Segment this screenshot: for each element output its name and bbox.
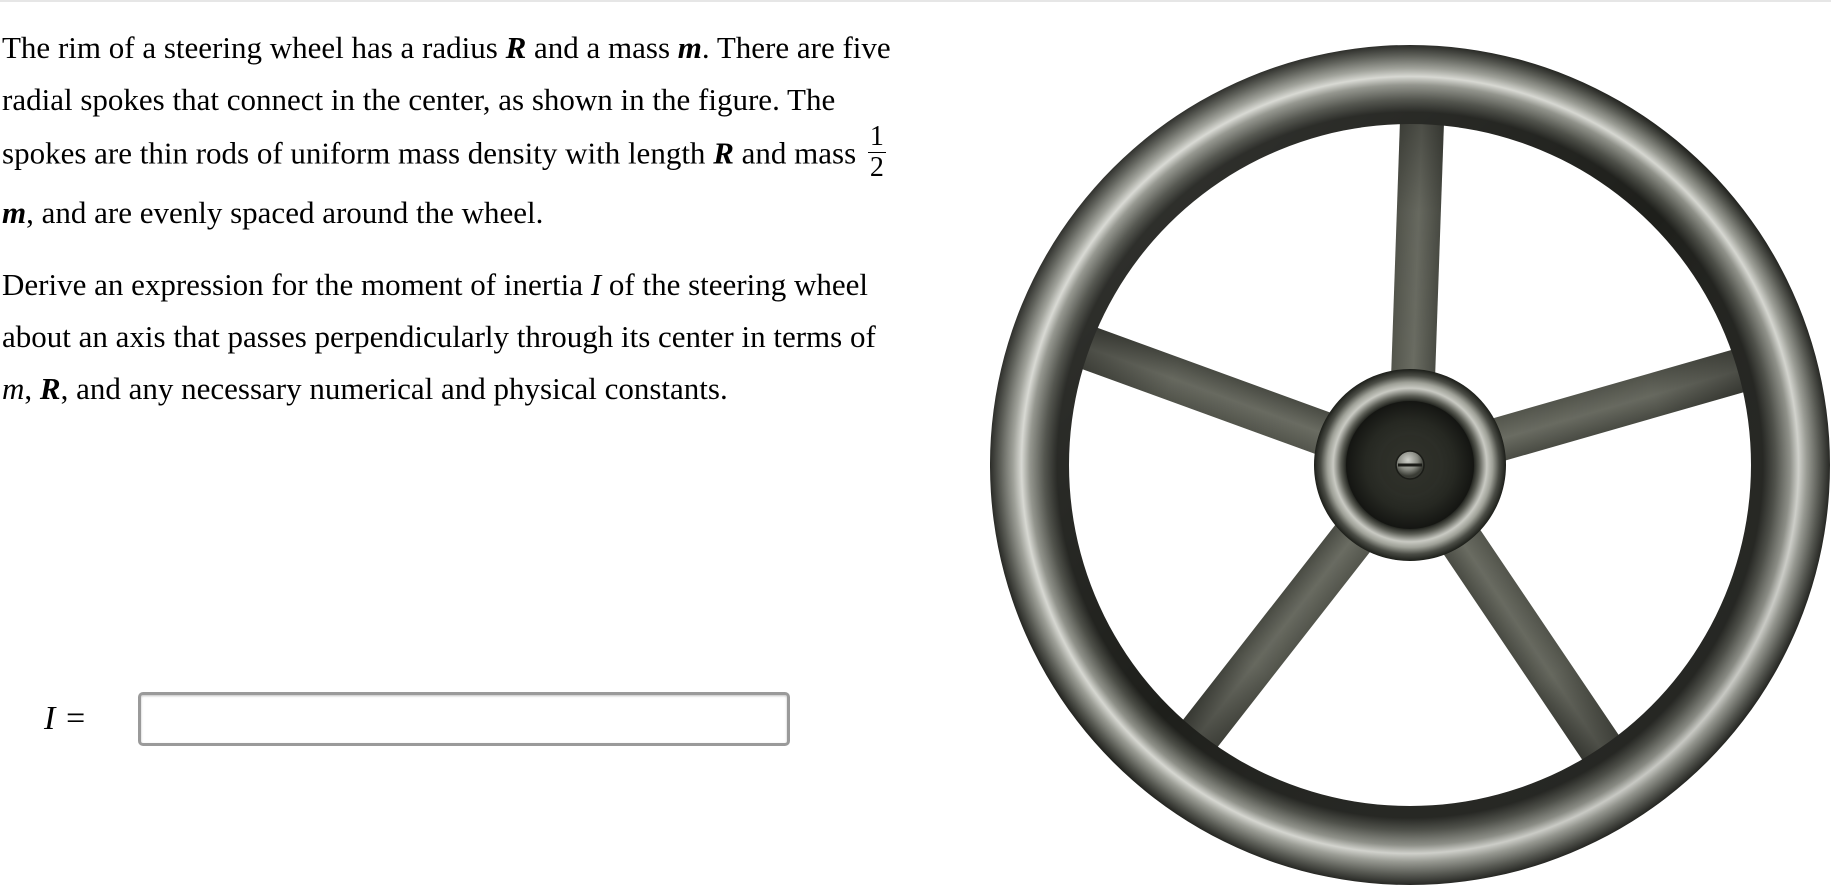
text-segment: Derive an expression for the moment of inertia: [2, 267, 591, 302]
steering-wheel-figure: [990, 45, 1830, 886]
fraction-numerator: 1: [869, 121, 884, 152]
text-segment: ,: [24, 371, 40, 406]
text-segment: of the steering wheel about an axis that passes perpendicularly through its center in terms of: [2, 267, 876, 354]
problem-statement: [2, 22, 902, 239]
text-segment: , and are evenly spaced around the wheel.: [26, 195, 544, 230]
variable-m: m: [2, 195, 27, 230]
text-segment: , and any necessary numerical and physical constants.: [60, 371, 728, 406]
wheel-hub: [1314, 369, 1506, 561]
variable-m: m: [2, 371, 25, 406]
variable-R: R: [39, 371, 61, 406]
task-statement: [2, 259, 902, 415]
question-text: [2, 22, 902, 435]
top-divider: [0, 0, 1831, 2]
text-segment: and mass: [733, 135, 864, 171]
answer-row: [44, 688, 790, 750]
variable-R: R: [713, 135, 734, 171]
text-segment: . There are five radial spokes that connect in the center, as shown in the figure. The spokes are thin rods of uniform mass density with length: [2, 30, 891, 171]
text-segment: The rim of a steering wheel has a radius: [2, 30, 506, 65]
answer-input[interactable]: [138, 692, 790, 746]
text-segment: and a mass: [526, 30, 678, 65]
answer-label: I =: [44, 700, 87, 737]
fraction-one-half: [868, 122, 886, 183]
variable-m: m: [677, 30, 702, 65]
fraction-denominator: 2: [869, 152, 884, 183]
variable-I: I: [590, 267, 602, 302]
variable-R: R: [505, 30, 527, 65]
